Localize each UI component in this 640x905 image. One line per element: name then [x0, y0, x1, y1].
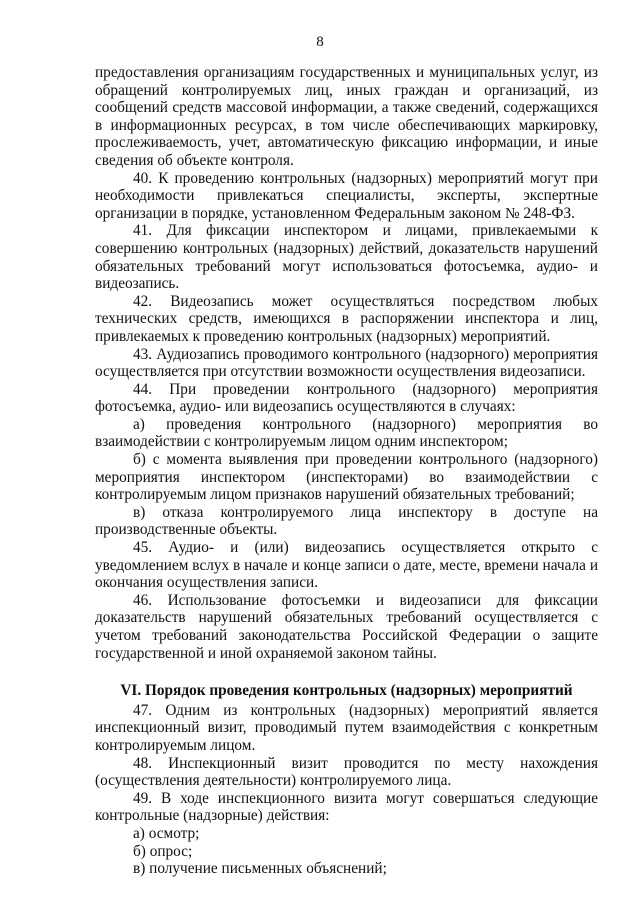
- paragraph-49: 49. В ходе инспекционного визита могут совершаться следующие контрольные (надзорные) действия:: [95, 789, 598, 825]
- paragraph-46: 46. Использование фотосъемки и видеозаписи для фиксации доказательств нарушений обязательных требований осуществляется с учетом требований законодательства Российской Федерации о защите государственной и иной охраняемой законом тайны.: [95, 591, 598, 662]
- paragraph-49-v: в) получение письменных объяснений;: [133, 860, 387, 878]
- paragraph-45: 45. Аудио- и (или) видеозапись осуществляется открыто с уведомлением вслух в начале и конце записи о дате, месте, времени начала и окончания осуществления записи.: [95, 539, 598, 592]
- paragraph-42: 42. Видеозапись может осуществляться посредством любых технических средств, имеющихся в распоряжении инспектора и лиц, привлекаемых к проведению контрольных (надзорных) мероприятий.: [95, 292, 598, 345]
- paragraph-40: 40. К проведению контрольных (надзорных) мероприятий могут при необходимости привлекаться специалисты, эксперты, экспертные организации в порядке, установленном Федеральным законом № 248-ФЗ.: [95, 169, 598, 222]
- section-heading: VI. Порядок проведения контрольных (надзорных) мероприятий: [120, 682, 573, 700]
- paragraph-44: 44. При проведении контрольного (надзорного) мероприятия фотосъемка, аудио- или видеозапись осуществляются в случаях:: [95, 380, 598, 416]
- page-number: 8: [316, 34, 324, 50]
- paragraph-48: 48. Инспекционный визит проводится по месту нахождения (осуществления деятельности) контролируемого лица.: [95, 754, 598, 790]
- paragraph-44-b: б) с момента выявления при проведении контрольного (надзорного) мероприятия инспектором (инспекторами) во взаимодействии с контролируемым лицом признаков нарушений обязательных требований;: [95, 451, 598, 504]
- paragraph-47: 47. Одним из контрольных (надзорных) мероприятий является инспекционный визит, проводимый путем взаимодействия с конкретным контролируемым лицом.: [95, 701, 598, 754]
- paragraph-44-a: а) проведения контрольного (надзорного) мероприятия во взаимодействии с контролируемым лицом одним инспектором;: [95, 415, 598, 451]
- paragraph-49-b: б) опрос;: [133, 842, 193, 860]
- paragraph-44-v: в) отказа контролируемого лица инспектору в доступе на производственные объекты.: [95, 503, 598, 539]
- paragraph-41: 41. Для фиксации инспектором и лицами, привлекаемыми к совершению контрольных (надзорных) действий, доказательств нарушений обязательных требований могут использоваться фотосъемка, аудио- и видеозапись.: [95, 222, 598, 293]
- paragraph-49-a: а) осмотр;: [133, 824, 200, 842]
- document-body: [95, 64, 598, 878]
- paragraph-continuation: предоставления организациям государственных и муниципальных услуг, из обращений контролируемых лиц, иных граждан и организаций, из сообщений средств массовой информации, а также сведений, содержащихся в информационных ресурсах, в том числе обеспечивающих маркировку, прослеживаемость, учет, автоматическую фиксацию информации, и иные сведения об объекте контроля.: [95, 64, 598, 169]
- paragraph-43: 43. Аудиозапись проводимого контрольного (надзорного) мероприятия осуществляется при отсутствии возможности осуществления видеозаписи.: [95, 345, 598, 381]
